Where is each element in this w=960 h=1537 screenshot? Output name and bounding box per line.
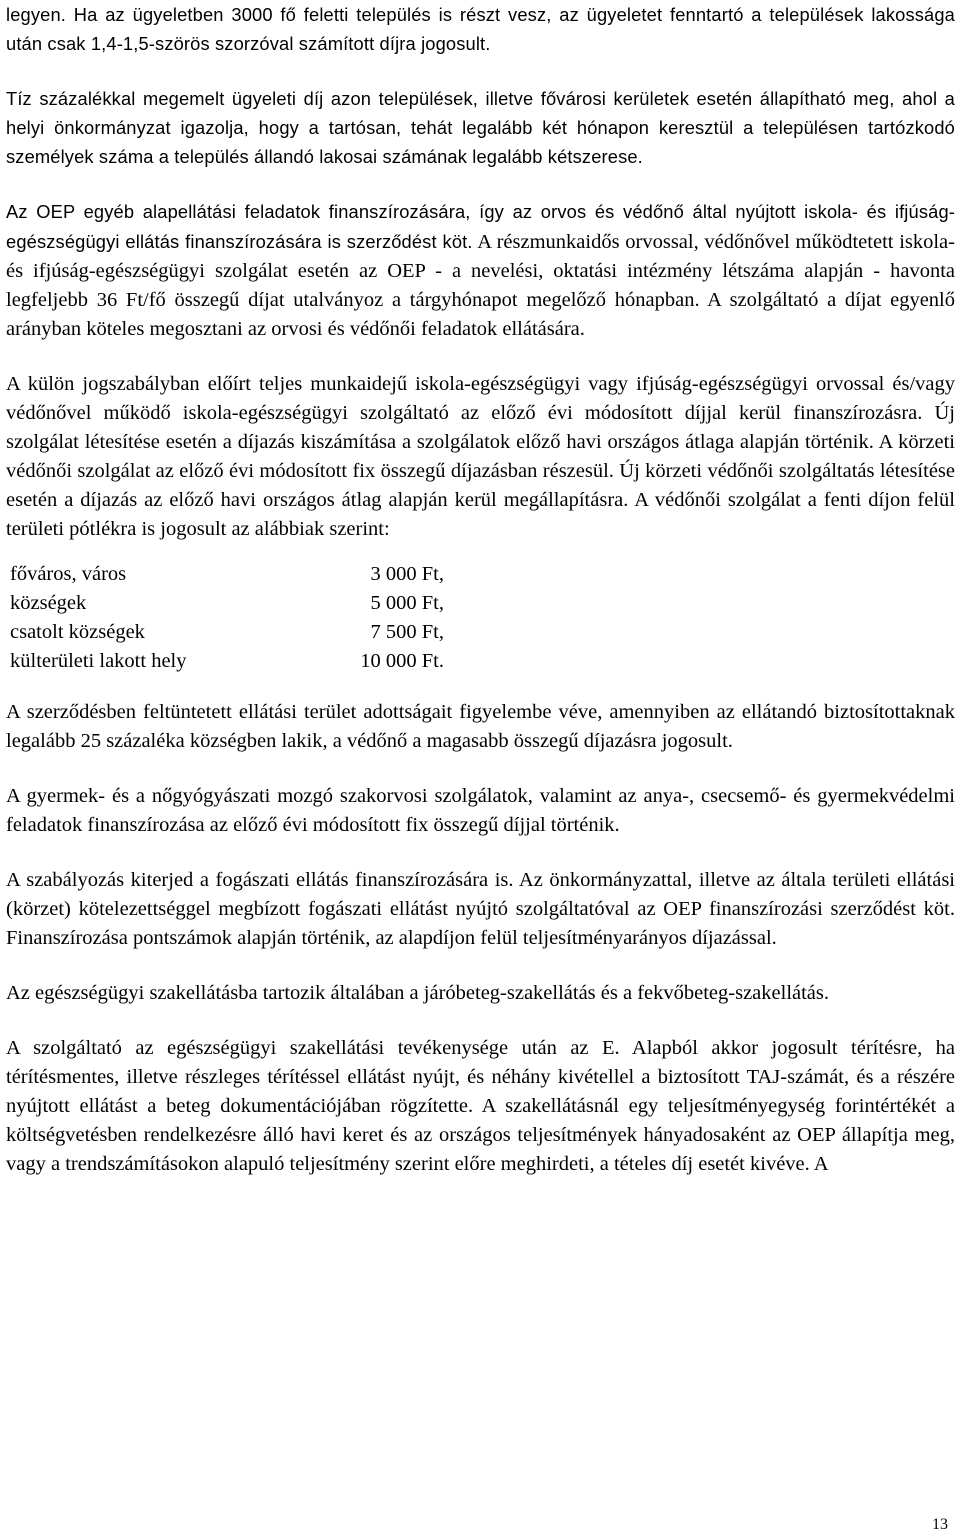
paragraph-mobile-specialist: A gyermek- és a nőgyógyászati mozgó szakorvosi szolgálatok, valamint az anya-, csecsemő- és gyermekvédelmi feladatok finanszírozása az előző évi módosított fix összegű díjjal történik. xyxy=(6,785,955,836)
fee-amount: 3 000 Ft, xyxy=(370,563,444,585)
part-time-service-text: A részmunkaidős orvossal, védőnővel működtetett iskola- és ifjúság-egészségügyi szolgálat esetén az OEP - a nevelési, oktatási intézmény létszáma alapján - havonta legfeljebb 36 Ft/fő összegű díjat utalványoz a tárgyhónapot megelőző hónapban. A szolgáltató a díjat egyenlő arányban köteles megosztani az orvosi és védőnői feladatok ellátására. xyxy=(6,231,955,340)
table-row xyxy=(6,618,444,647)
fee-amount: 5 000 Ft, xyxy=(370,592,444,614)
fee-place: csatolt községek xyxy=(10,621,145,643)
fee-place: főváros, város xyxy=(10,563,127,585)
fee-place: külterületi lakott hely xyxy=(10,650,187,672)
paragraph-provider-reimbursement: A szolgáltató az egészségügyi szakellátási tevékenysége után az E. Alapból akkor jogosult térítésre, ha térítésmentes, illetve részleges térítéssel ellátást nyújt, és néhány kivétellel a biztosított TAJ-számát, és a részére nyújtott ellátást a beteg dokumentációjában rögzítette. A szakellátásnál egy teljesítményegység forintértékét a költségvetésben rendelkezésre álló havi keret és az országos teljesítmények hányadosaként az OEP állapítja meg, vagy a trendszámításokon alapuló teljesítmény szerint előre meghirdeti, a tételes díj esetét kivéve. A xyxy=(6,1037,955,1175)
table-row xyxy=(6,560,444,589)
table-row xyxy=(6,589,444,618)
school-health-contract-text: Az OEP egyéb alapellátási feladatok finanszírozására, így az orvos és védőnő által nyújtott iskola- és ifjúság-egészségügyi ellátás finanszírozására is szerződést köt. xyxy=(6,201,955,252)
table-row xyxy=(6,647,444,676)
document-page xyxy=(6,0,955,1205)
paragraph-specialist-care: Az egészségügyi szakellátásba tartozik általában a járóbeteg-szakellátás és a fekvőbeteg-szakellátás. xyxy=(6,982,830,1004)
area-supplement-table xyxy=(6,560,444,676)
paragraph-village-eligibility: A szerződésben feltüntetett ellátási terület adottságait figyelembe véve, amennyiben az ellátandó biztosítottaknak legalább 25 százaléka községben lakik, a védőnő a magasabb összegű díjazásra jogosult. xyxy=(6,701,955,752)
paragraph-full-time-service: A külön jogszabályban előírt teljes munkaidejű iskola-egészségügyi vagy ifjúság-egészségügyi orvossal és/vagy védőnővel működő iskola-egészségügyi szolgáltató az előző évi módosított díjjal kerül finanszírozásra. Új szolgálat létesítése esetén a díjazás kiszámítása a szolgálatok előző havi országos átlaga alapján történik. A körzeti védőnői szolgálat az előző évi módosított fix összegű díjazásban részesül. Új körzeti védőnői szolgáltatás létesítése esetén a díjazás az előző havi országos átlag alapján kerül megállapításra. A védőnői szolgálat a fenti díjon felül területi pótlékra is jogosult az alábbiak szerint: xyxy=(6,373,955,540)
paragraph-ten-percent-increase: Tíz százalékkal megemelt ügyeleti díj azon települések, illetve fővárosi kerületek esetén állapítható meg, ahol a helyi önkormányzat igazolja, hogy a tartósan, tehát legalább két hónapon keresztül a településen tartózkodó személyek száma a település állandó lakosai számának legalább kétszerese. xyxy=(6,88,955,167)
fee-amount: 7 500 Ft, xyxy=(370,621,444,643)
paragraph-school-health xyxy=(6,197,955,344)
paragraph-duty-continuation: legyen. Ha az ügyeletben 3000 fő feletti település is részt vesz, az ügyeletet fenntartó a települések lakossága után csak 1,4-1,5-szörös szorzóval számított díjra jogosult. xyxy=(6,4,955,54)
fee-place: községek xyxy=(10,592,87,614)
paragraph-dental-care: A szabályozás kiterjed a fogászati ellátás finanszírozására is. Az önkormányzattal, illetve az általa területi ellátási (körzet) kötelezettséggel megbízott fogászati ellátást nyújtó szolgáltatóval az OEP finanszírozási szerződést köt. Finanszírozása pontszámok alapján történik, az alapdíjon felül teljesítményarányos díjazással. xyxy=(6,869,955,949)
fee-amount: 10 000 Ft. xyxy=(360,650,444,672)
page-number: 13 xyxy=(932,1516,948,1533)
